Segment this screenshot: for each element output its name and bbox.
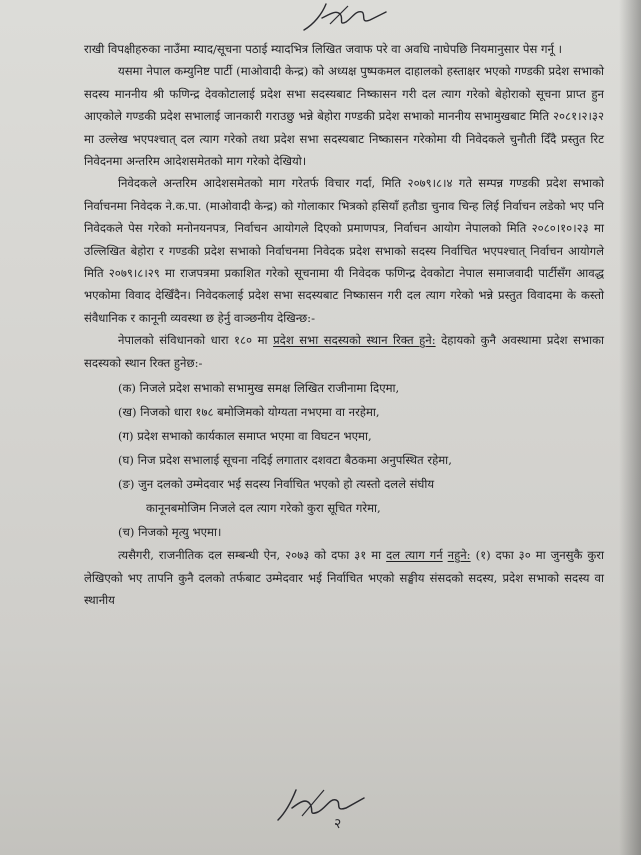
paragraph-4-text: नेपालको संविधानको धारा १८० मा xyxy=(118,333,274,348)
list-item-text: निज प्रदेश सभालाई सूचना नदिई लगातार दशवटा बैठकमा अनुपस्थित रहेमा, xyxy=(137,453,452,468)
document-body xyxy=(84,38,604,611)
list-item xyxy=(84,472,604,520)
page-shadow xyxy=(619,0,641,855)
page-number: २ xyxy=(334,816,342,832)
list-item-text: प्रदेश सभाको कार्यकाल समाप्त भएमा वा विघटन भएमा, xyxy=(137,429,372,444)
section-heading-underlined-2: नहुने: xyxy=(447,548,471,563)
paragraph-4-text-after: देहायको कुनै अवस्थामा प्रदेश सभाका सदस्यको स्थान रिक्त हुनेछ:- xyxy=(84,333,604,370)
paragraph-5 xyxy=(84,544,604,611)
paragraph-3: निवेदकले अन्तरिम आदेशसमेतको माग गरेतर्फ विचार गर्दा, मिति २०७९।८।४ गते सम्पन्न गण्डकी प्रदेश सभाको निर्वाचनमा निवेदक ने.क.पा. (माओवादी केन्द्र) को गोलाकार भित्रको हसियाँ हतौडा चुनाव चिन्ह लिई निर्वाचन लडेको भए पनि निवेदकले पेस गरेको मनोनयनपत्र, निर्वाचन आयोगले दिएको प्रमाणपत्र, निर्वाचन आयोग नेपालको मिति २०८०।१०।२३ मा उल्लिखित बेहोरा र गण्डकी प्रदेश सभाको निर्वाचनमा निवेदक प्रदेश सभाको सदस्य निर्वाचित भएपश्चात् निर्वाचन आयोगले मिति २०७९।८।२९ मा राजपत्रमा प्रकाशित गरेको सूचनामा यी निवेदक फणिन्द्र देवकोटा नेपाल समाजवादी पार्टीसँग आवद्ध भएकोमा विवाद देखिँदैन। निवेदकलाई प्रदेश सभा सदस्यबाट निष्कासन गरी दल त्याग गरेको भन्ने प्रस्तुत विवादमा के कस्तो संवैधानिक र कानूनी व्यवस्था छ हेर्नु वाञ्छनीय देखिन्छ:- xyxy=(84,176,604,325)
list-item-text: निजको धारा १७८ बमोजिमको योग्यता नभएमा वा नरहेमा, xyxy=(140,405,380,420)
list-item-text: जुन दलको उम्मेदवार भई सदस्य निर्वाचित भएको हो त्यस्तो दलले संघीय xyxy=(138,477,435,492)
vacancy-conditions-list xyxy=(84,376,604,544)
list-item xyxy=(84,376,604,400)
paragraph-4 xyxy=(84,329,604,374)
list-item-text: निजको मृत्यु भएमा। xyxy=(138,525,222,540)
list-item xyxy=(84,400,604,424)
list-marker: (च) xyxy=(118,525,135,540)
list-item xyxy=(84,424,604,448)
section-heading-underlined: दल त्याग गर्न xyxy=(386,548,443,563)
list-item xyxy=(84,520,604,544)
article-heading-underlined: प्रदेश सभा सदस्यको स्थान रिक्त हुने: xyxy=(273,333,436,348)
paragraph-2: यसमा नेपाल कम्युनिष्ट पार्टी (माओवादी केन्द्र) को अध्यक्ष पुष्पकमल दाहालको हस्ताक्षर भएको गण्डकी प्रदेश सभाको सदस्य माननीय श्री फणिन्द्र देवकोटालाई प्रदेश सभा सदस्यबाट निष्कासन गरी दल त्याग गरेको बेहोराको सूचना प्राप्त हुन आएकोले गण्डकी प्रदेश सभालाई जानकारी गराउछु भन्ने बेहोरा गण्डकी प्रदेश सभाको माननीय सभामुखबाट मिति २०८१।२।३२ मा उल्लेख भएपश्चात् दल त्याग गरेको तथा प्रदेश सभा सदस्यबाट निष्कासन गरेकोमा यी निवेदकले चुनौती दिँदै प्रस्तुत रिट निवेदनमा अन्तरिम आदेशसमेतको माग गरेको देखियो। xyxy=(84,64,604,169)
list-item-continuation: कानूनबमोजिम निजले दल त्याग गरेको कुरा सूचित गरेमा, xyxy=(146,501,381,516)
signature-top xyxy=(300,0,390,36)
list-marker: (ग) xyxy=(118,429,134,444)
list-marker: (घ) xyxy=(118,453,134,468)
paragraph-5-text: त्यसैगरी, राजनीतिक दल सम्बन्धी ऐन, २०७३ को दफा ३१ मा xyxy=(118,548,387,563)
list-item-text: निजले प्रदेश सभाको सभामुख समक्ष लिखित राजीनामा दिएमा, xyxy=(139,381,400,396)
paragraph-5-text-after: (१) दफा ३० मा जुनसुकै कुरा लेखिएको भए तापनि कुनै दलको तर्फबाट उम्मेदवार भई निर्वाचित भएको सङ्घीय संसदको सदस्य, प्रदेश सभाको सदस्य वा स्थानीय xyxy=(84,548,605,607)
list-item xyxy=(84,448,604,472)
paragraph-1: राखी विपक्षीहरुका नाउँमा म्याद/सूचना पठाई म्यादभित्र लिखित जवाफ परे वा अवधि नाघेपछि नियमानुसार पेस गर्नू । xyxy=(84,42,563,56)
list-marker: (ख) xyxy=(118,405,137,420)
signature-bottom xyxy=(272,782,368,826)
list-marker: (ङ) xyxy=(118,477,135,492)
list-marker: (क) xyxy=(118,381,136,396)
